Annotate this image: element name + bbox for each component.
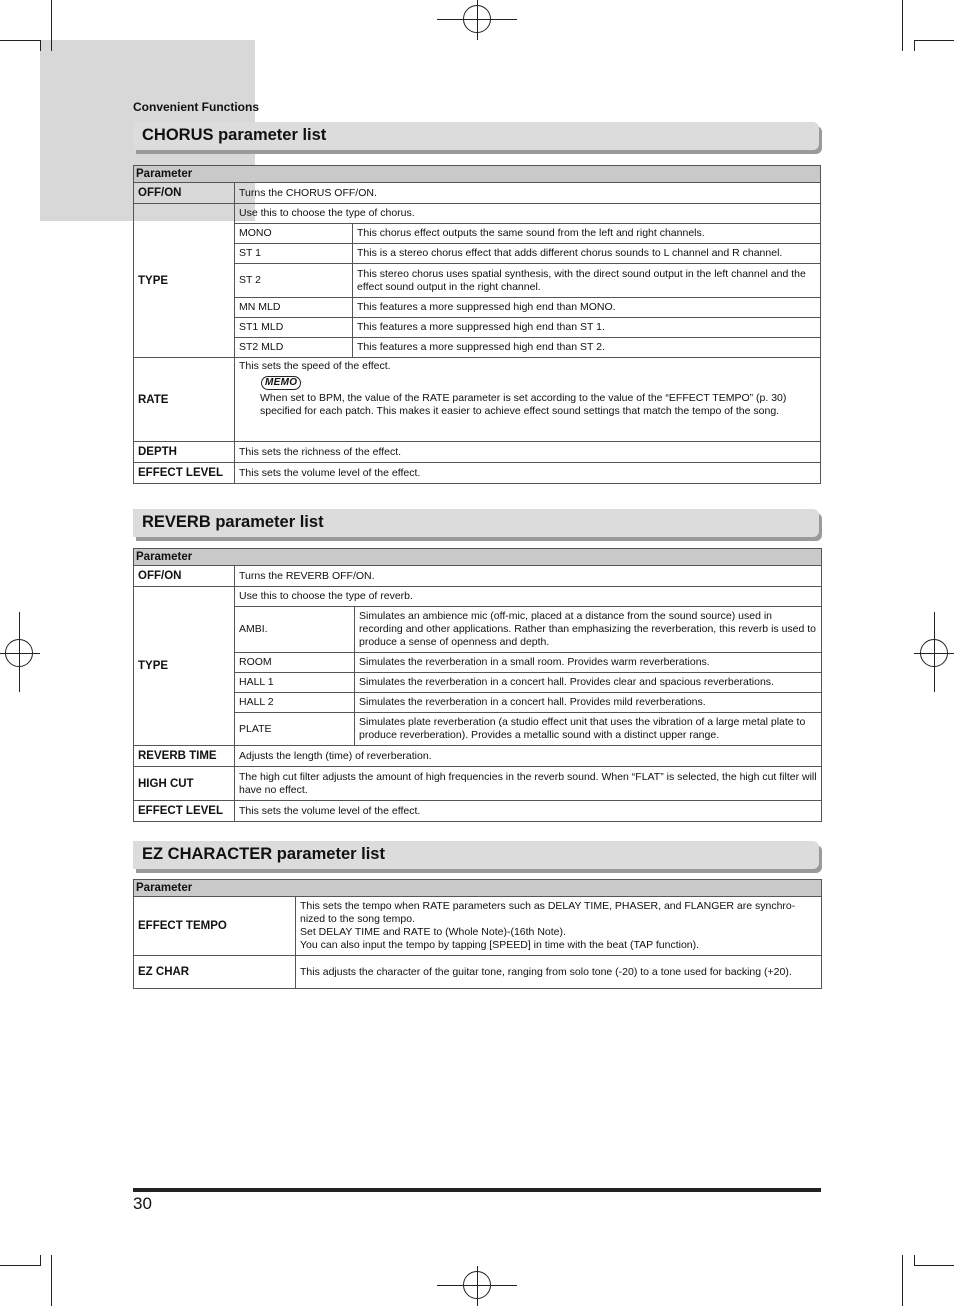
- table-row: [134, 358, 821, 442]
- table-row: [134, 801, 822, 822]
- param-desc: This sets the richness of the effect.: [235, 442, 821, 463]
- table-row: [134, 183, 821, 204]
- chorus-title: CHORUS parameter list: [142, 126, 327, 144]
- table-row: [134, 653, 822, 673]
- param-name: OFF/ON: [134, 566, 235, 587]
- option-name: HALL 1: [235, 673, 355, 693]
- tempo-desc-line: This sets the tempo when RATE parameters such as DELAY TIME, PHASER, and FLANGER are synchro-nized to the song tempo.: [300, 900, 796, 926]
- param-name: EFFECT TEMPO: [134, 897, 296, 956]
- param-name: RATE: [134, 358, 235, 442]
- option-name: MN MLD: [235, 298, 353, 318]
- option-desc: Simulates plate reverberation (a studio effect unit that uses the vibration of a large metal plate to produce reverberation). Provides a metallic sound with a distinct upper range.: [355, 713, 822, 746]
- crop-mark: [902, 1255, 903, 1306]
- param-name: HIGH CUT: [134, 767, 235, 801]
- memo-text: When set to BPM, the value of the RATE parameter is set according to the value of the “EFFECT TEMPO” (p. 30) specified for each patch. This makes it easier to achieve effect sound settings that match the tempo of the song.: [260, 392, 787, 417]
- table-row: [134, 956, 822, 989]
- reverb-heading: [133, 509, 819, 537]
- table-row: [134, 607, 822, 653]
- option-name: ST 2: [235, 264, 353, 298]
- ez-character-title: EZ CHARACTER parameter list: [142, 845, 385, 863]
- table-header-row: [134, 880, 822, 897]
- memo-icon: MEMO: [261, 376, 301, 390]
- option-name: PLATE: [235, 713, 355, 746]
- table-header: Parameter: [134, 549, 822, 566]
- tempo-desc-line: You can also input the tempo by tapping [SPEED] in time with the beat (TAP function).: [300, 938, 700, 951]
- tempo-desc-line: Set DELAY TIME and RATE to (Whole Note)-(16th Note).: [300, 926, 566, 939]
- param-desc: Use this to choose the type of chorus.: [235, 204, 821, 224]
- crop-mark: [0, 40, 40, 41]
- reverb-parameter-table: [133, 548, 822, 822]
- footer-rule: [133, 1188, 821, 1192]
- option-desc: Simulates an ambience mic (off-mic, placed at a distance from the sound source) used in recording and other applications. Rather than emphasizing the reverberation, this reverb is used to produce a sense of openness and depth.: [355, 607, 822, 653]
- registration-mark: [920, 639, 948, 667]
- rate-desc: This sets the speed of the effect.: [239, 360, 391, 373]
- table-row: [134, 746, 822, 767]
- registration-mark: [463, 5, 491, 33]
- crop-mark: [914, 40, 954, 41]
- crop-mark: [51, 0, 52, 51]
- table-row: [134, 673, 822, 693]
- param-name: DEPTH: [134, 442, 235, 463]
- table-row: [134, 767, 822, 801]
- param-name: EZ CHAR: [134, 956, 296, 989]
- option-desc: This features a more suppressed high end than ST 1.: [353, 318, 821, 338]
- option-name: ST1 MLD: [235, 318, 353, 338]
- param-desc: [296, 897, 822, 956]
- table-row: [134, 338, 821, 358]
- table-row: [134, 244, 821, 264]
- option-name: ST2 MLD: [235, 338, 353, 358]
- option-desc: Simulates the reverberation in a concert hall. Provides clear and spacious reverberations.: [355, 673, 822, 693]
- crop-mark: [0, 1265, 40, 1266]
- chorus-parameter-table: [133, 165, 821, 484]
- crop-mark: [51, 1255, 52, 1306]
- reverb-title: REVERB parameter list: [142, 513, 324, 531]
- crop-mark: [40, 40, 41, 51]
- table-row: [134, 587, 822, 607]
- option-desc: Simulates the reverberation in a small room. Provides warm reverberations.: [355, 653, 822, 673]
- table-row: [134, 264, 821, 298]
- table-header: Parameter: [134, 166, 821, 183]
- table-row: [134, 318, 821, 338]
- crop-mark: [914, 1265, 954, 1266]
- chorus-heading: [133, 122, 819, 150]
- option-name: AMBI.: [235, 607, 355, 653]
- option-name: ST 1: [235, 244, 353, 264]
- param-name: EFFECT LEVEL: [134, 801, 235, 822]
- param-desc: This sets the volume level of the effect.: [235, 463, 821, 484]
- registration-mark: [5, 639, 33, 667]
- param-name: EFFECT LEVEL: [134, 463, 235, 484]
- table-header-row: [134, 166, 821, 183]
- crop-mark: [902, 0, 903, 51]
- table-row: [134, 897, 822, 956]
- option-desc: This features a more suppressed high end than MONO.: [353, 298, 821, 318]
- crop-mark: [914, 1255, 915, 1266]
- option-name: HALL 2: [235, 693, 355, 713]
- option-desc: This features a more suppressed high end than ST 2.: [353, 338, 821, 358]
- param-desc: The high cut filter adjusts the amount of high frequencies in the reverb sound. When “FLAT” is selected, the high cut filter will have no effect.: [235, 767, 822, 801]
- param-desc: Use this to choose the type of reverb.: [235, 587, 822, 607]
- table-row: [134, 442, 821, 463]
- ez-character-parameter-table: [133, 879, 822, 989]
- table-row: [134, 463, 821, 484]
- table-row: [134, 693, 822, 713]
- option-desc: Simulates the reverberation in a concert hall. Provides mild reverberations.: [355, 693, 822, 713]
- option-name: MONO: [235, 224, 353, 244]
- table-row: [134, 224, 821, 244]
- table-row: [134, 713, 822, 746]
- option-desc: This chorus effect outputs the same sound from the left and right channels.: [353, 224, 821, 244]
- param-name: OFF/ON: [134, 183, 235, 204]
- table-row: [134, 298, 821, 318]
- param-name: TYPE: [134, 204, 235, 358]
- registration-mark: [463, 1271, 491, 1299]
- table-row: [134, 204, 821, 224]
- param-desc: Adjusts the length (time) of reverberation.: [235, 746, 822, 767]
- crop-mark: [914, 40, 915, 51]
- table-header: Parameter: [134, 880, 822, 897]
- table-row: [134, 566, 822, 587]
- param-desc: [235, 358, 821, 442]
- param-name: TYPE: [134, 587, 235, 746]
- param-desc: This adjusts the character of the guitar tone, ranging from solo tone (-20) to a tone used for backing (+20).: [296, 956, 822, 989]
- section-label: Convenient Functions: [133, 100, 259, 114]
- option-desc: This is a stereo chorus effect that adds different chorus sounds to L channel and R channel.: [353, 244, 821, 264]
- crop-mark: [40, 1255, 41, 1266]
- ez-character-heading: [133, 841, 819, 869]
- page-number: 30: [133, 1194, 152, 1213]
- param-desc: This sets the volume level of the effect.: [235, 801, 822, 822]
- option-name: ROOM: [235, 653, 355, 673]
- option-desc: This stereo chorus uses spatial synthesis, with the direct sound output in the left channel and the effect sound output in the right channel.: [353, 264, 821, 298]
- param-desc: Turns the CHORUS OFF/ON.: [235, 183, 821, 204]
- param-name: REVERB TIME: [134, 746, 235, 767]
- param-desc: Turns the REVERB OFF/ON.: [235, 566, 822, 587]
- table-header-row: [134, 549, 822, 566]
